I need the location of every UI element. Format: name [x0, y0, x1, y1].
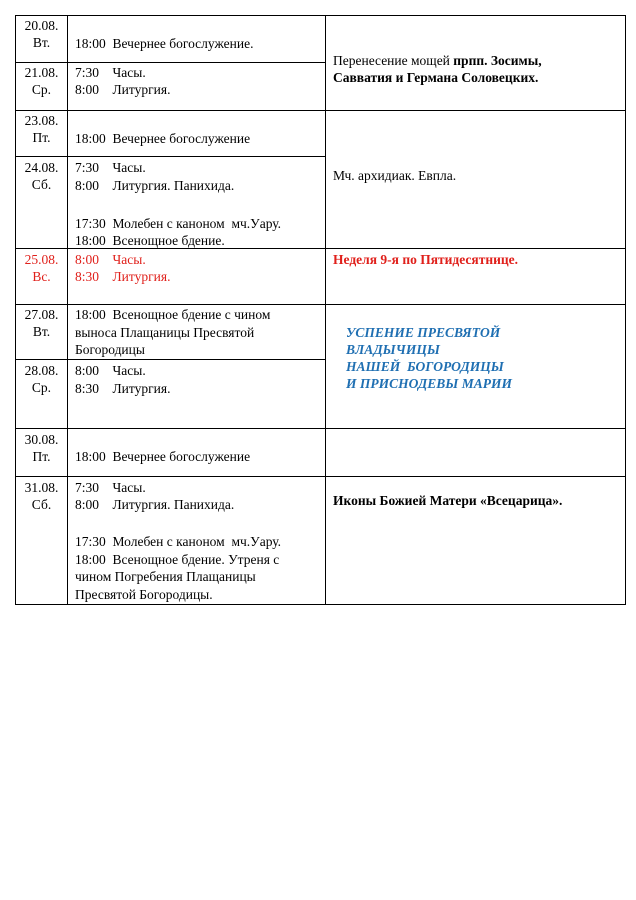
feast-evpl: Мч. архидиак. Евпла. — [333, 168, 457, 183]
row-divider — [15, 110, 626, 111]
service-line: 8:30 Литургия. — [75, 381, 171, 396]
row-date: 21.08. — [24, 65, 59, 80]
feast-zosima-line1 — [333, 52, 542, 69]
service-line: 17:30 Молебен с каноном мч.Уару. — [75, 534, 282, 549]
service-line: 8:30 Литургия. — [75, 269, 171, 284]
service-line: 7:30 Часы. — [75, 160, 146, 175]
feast-dormition-line: ВЛАДЫЧИЦЫ — [346, 342, 440, 357]
service-line: 8:00 Часы. — [75, 252, 146, 267]
service-line: Богородицы — [75, 342, 145, 357]
row-date: 30.08. — [24, 432, 59, 447]
table-border-bottom — [15, 604, 626, 605]
row-date: 24.08. — [24, 160, 59, 175]
service-line: 8:00 Часы. — [75, 363, 146, 378]
service-line: 18:00 Всенощное бдение. Утреня с — [75, 552, 280, 567]
row-date: 31.08. — [24, 480, 59, 495]
row-date: 27.08. — [24, 307, 59, 322]
row-date: 28.08. — [24, 363, 59, 378]
row-day: Ср. — [31, 82, 52, 97]
feast-dormition-line: НАШЕЙ БОГОРОДИЦЫ — [346, 359, 504, 374]
row-day: Ср. — [31, 380, 52, 395]
service-line: чином Погребения Плащаницы — [75, 569, 256, 584]
table-border-top — [15, 15, 626, 16]
row-day: Сб. — [31, 177, 52, 192]
column-divider — [325, 15, 326, 605]
row-divider — [15, 156, 326, 157]
feast-dormition-line: УСПЕНИЕ ПРЕСВЯТОЙ — [346, 325, 501, 340]
service-line: 8:00 Литургия. Панихида. — [75, 178, 235, 193]
feast-vsetsaritsa: Иконы Божией Матери «Всецарица». — [333, 493, 563, 508]
row-date: 20.08. — [24, 18, 59, 33]
row-date: 25.08. — [24, 252, 59, 267]
row-day: Пт. — [32, 130, 51, 145]
service-line: 7:30 Часы. — [75, 480, 146, 495]
service-line: 18:00 Вечернее богослужение — [75, 449, 251, 464]
service-line: 18:00 Всенощное бдение. — [75, 233, 225, 248]
service-line: Пресвятой Богородицы. — [75, 587, 213, 602]
row-divider — [15, 304, 626, 305]
service-line: 18:00 Вечернее богослужение — [75, 131, 251, 146]
row-day: Вт. — [32, 35, 51, 50]
service-line: выноса Плащаницы Пресвятой — [75, 325, 255, 340]
feast-sunday: Неделя 9-я по Пятидесятнице. — [333, 252, 519, 267]
row-divider — [15, 62, 326, 63]
row-divider — [15, 476, 626, 477]
row-day: Вт. — [32, 324, 51, 339]
row-day: Сб. — [31, 497, 52, 512]
row-day: Вс. — [32, 269, 51, 284]
row-divider — [15, 359, 326, 360]
service-line: 18:00 Вечернее богослужение. — [75, 36, 254, 51]
service-line: 18:00 Всенощное бдение с чином — [75, 307, 271, 322]
row-divider — [15, 428, 626, 429]
row-day: Пт. — [32, 449, 51, 464]
feast-zosima-plain: Перенесение мощей — [333, 53, 450, 68]
service-line: 17:30 Молебен с каноном мч.Уару. — [75, 216, 282, 231]
feast-dormition-line: И ПРИСНОДЕВЫ МАРИИ — [346, 376, 512, 391]
feast-zosima-line2: Савватия и Германа Соловецких. — [333, 70, 539, 85]
column-divider — [67, 15, 68, 605]
table-border-right — [625, 15, 626, 605]
service-line: 8:00 Литургия. Панихида. — [75, 497, 235, 512]
row-date: 23.08. — [24, 113, 59, 128]
service-line: 8:00 Литургия. — [75, 82, 171, 97]
feast-zosima-bold: прпп. Зосимы, — [449, 53, 542, 68]
service-line: 7:30 Часы. — [75, 65, 146, 80]
